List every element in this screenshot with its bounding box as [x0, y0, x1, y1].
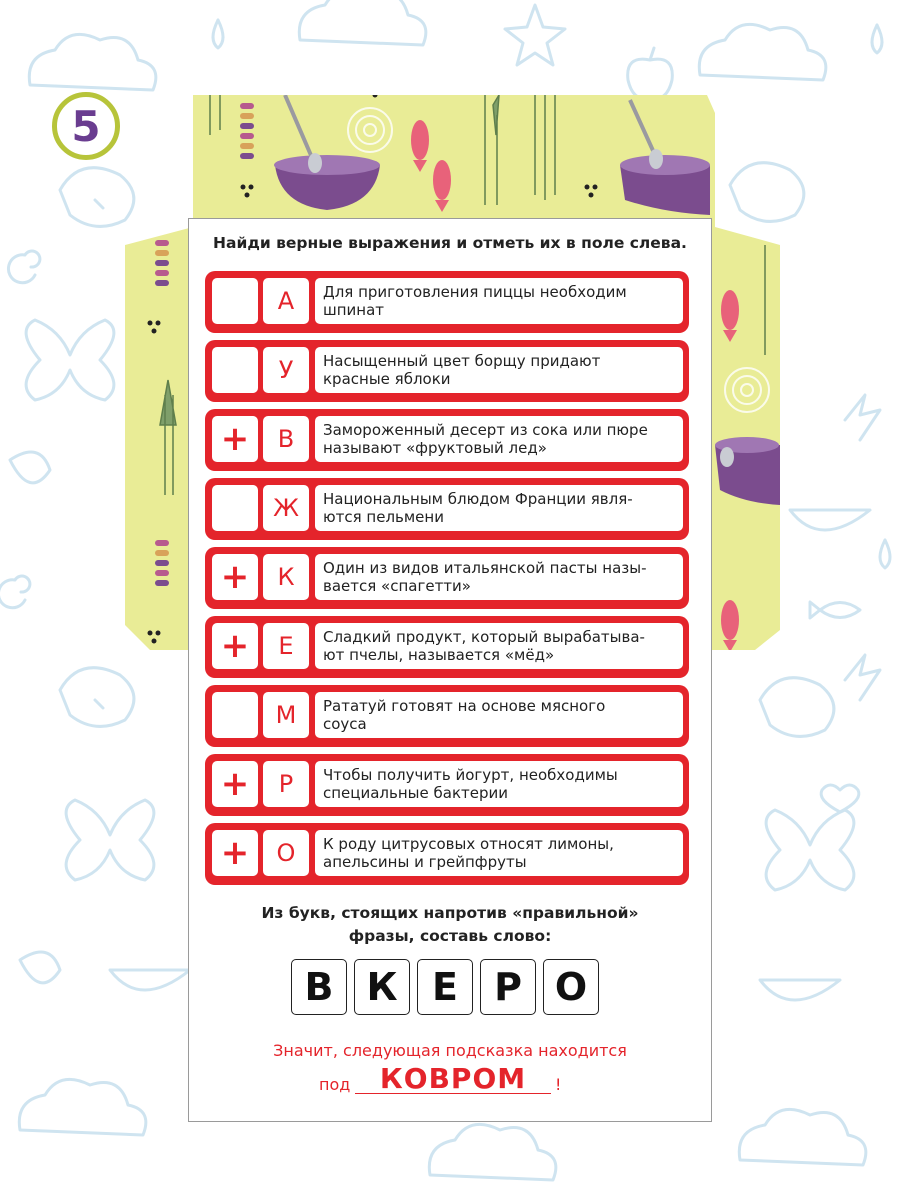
melon-doodle — [110, 970, 190, 990]
statement-row — [205, 409, 689, 471]
statement-letter: Ж — [263, 485, 309, 531]
statement-row — [205, 616, 689, 678]
cloud-doodle — [699, 24, 826, 80]
word-letter-box[interactable]: К — [354, 959, 410, 1015]
answer-mark-box[interactable]: + — [212, 830, 258, 876]
statement-letter: В — [263, 416, 309, 462]
drop-doodle — [213, 20, 223, 48]
answer-mark-box[interactable] — [212, 347, 258, 393]
statement-list — [205, 271, 689, 892]
word-letter-box[interactable]: О — [543, 959, 599, 1015]
statement-text: Один из видов итальянской пасты назы- вается «спагетти» — [315, 554, 683, 600]
statement-letter: У — [263, 347, 309, 393]
drop-doodle — [872, 25, 882, 53]
cloud-doodle — [29, 34, 156, 90]
word-letter-box[interactable]: Р — [480, 959, 536, 1015]
star-doodle — [505, 5, 565, 65]
answer-line — [319, 1062, 599, 1095]
statement-text: Для приготовления пиццы необходим шпинат — [315, 278, 683, 324]
statement-letter: К — [263, 554, 309, 600]
bird-doodle — [60, 168, 134, 227]
statement-text: К роду цитрусовых относят лимоны, апельсины и грейпфруты — [315, 830, 683, 876]
statement-text: Чтобы получить йогурт, необходимы специальные бактерии — [315, 761, 683, 807]
quiz-card — [188, 218, 712, 1122]
statement-text: Рататуй готовят на основе мясного соуса — [315, 692, 683, 738]
drop-doodle — [880, 540, 890, 568]
statement-row — [205, 340, 689, 402]
instruction-text: Найди верные выражения и отметь их в поле слева. — [213, 234, 687, 252]
statement-row — [205, 271, 689, 333]
statement-row — [205, 754, 689, 816]
statement-letter: О — [263, 830, 309, 876]
word-boxes — [291, 959, 601, 1017]
statement-row — [205, 547, 689, 609]
bolt-doodle — [845, 395, 880, 440]
fish-doodle — [810, 602, 860, 618]
bow-doodle — [66, 800, 154, 880]
statement-row — [205, 478, 689, 540]
answer-mark-box[interactable] — [212, 278, 258, 324]
answer-prefix: под — [319, 1075, 351, 1094]
melon-doodle — [790, 510, 870, 530]
statement-row — [205, 685, 689, 747]
answer-mark-box[interactable]: + — [212, 761, 258, 807]
statement-letter: Р — [263, 761, 309, 807]
word-letter-box[interactable]: Е — [417, 959, 473, 1015]
answer-mark-box[interactable] — [212, 692, 258, 738]
bolt-doodle — [845, 655, 880, 700]
heart-doodle — [821, 785, 859, 812]
cloud-doodle — [299, 0, 426, 45]
statement-letter: Е — [263, 623, 309, 669]
bird-doodle — [760, 678, 834, 737]
swirl-doodle — [8, 251, 39, 283]
statement-text: Насыщенный цвет борщу придают красные яблоки — [315, 347, 683, 393]
answer-mark-box[interactable]: + — [212, 623, 258, 669]
word-prompt: Из букв, стоящих напротив «правильной» фразы, составь слово: — [261, 904, 639, 946]
answer-mark-box[interactable]: + — [212, 416, 258, 462]
answer-mark-box[interactable]: + — [212, 554, 258, 600]
bird-doodle — [60, 668, 134, 727]
answer-word: КОВРОМ — [379, 1062, 527, 1095]
leaf-doodle — [20, 952, 60, 983]
leaf-doodle — [10, 452, 50, 483]
swirl-doodle — [0, 576, 30, 608]
apple-doodle — [628, 48, 673, 99]
cloud-doodle — [19, 1079, 146, 1135]
bow-doodle — [26, 320, 114, 400]
statement-text: Национальным блюдом Франции явля- ются пельмени — [315, 485, 683, 531]
statement-row — [205, 823, 689, 885]
cloud-doodle — [739, 1109, 866, 1165]
statement-letter: М — [263, 692, 309, 738]
answer-blank[interactable] — [355, 1062, 551, 1095]
melon-doodle — [760, 980, 840, 1000]
answer-suffix: ! — [555, 1075, 562, 1094]
cloud-doodle — [429, 1124, 556, 1180]
word-letter-box[interactable]: В — [291, 959, 347, 1015]
statement-letter: А — [263, 278, 309, 324]
conclusion-text: Значит, следующая подсказка находится — [273, 1041, 627, 1060]
page-number-badge: 5 — [52, 92, 120, 160]
bow-doodle — [766, 810, 854, 890]
statement-text: Замороженный десерт из сока или пюре называют «фруктовый лед» — [315, 416, 683, 462]
statement-text: Сладкий продукт, который вырабатыва- ют пчелы, называется «мёд» — [315, 623, 683, 669]
answer-mark-box[interactable] — [212, 485, 258, 531]
